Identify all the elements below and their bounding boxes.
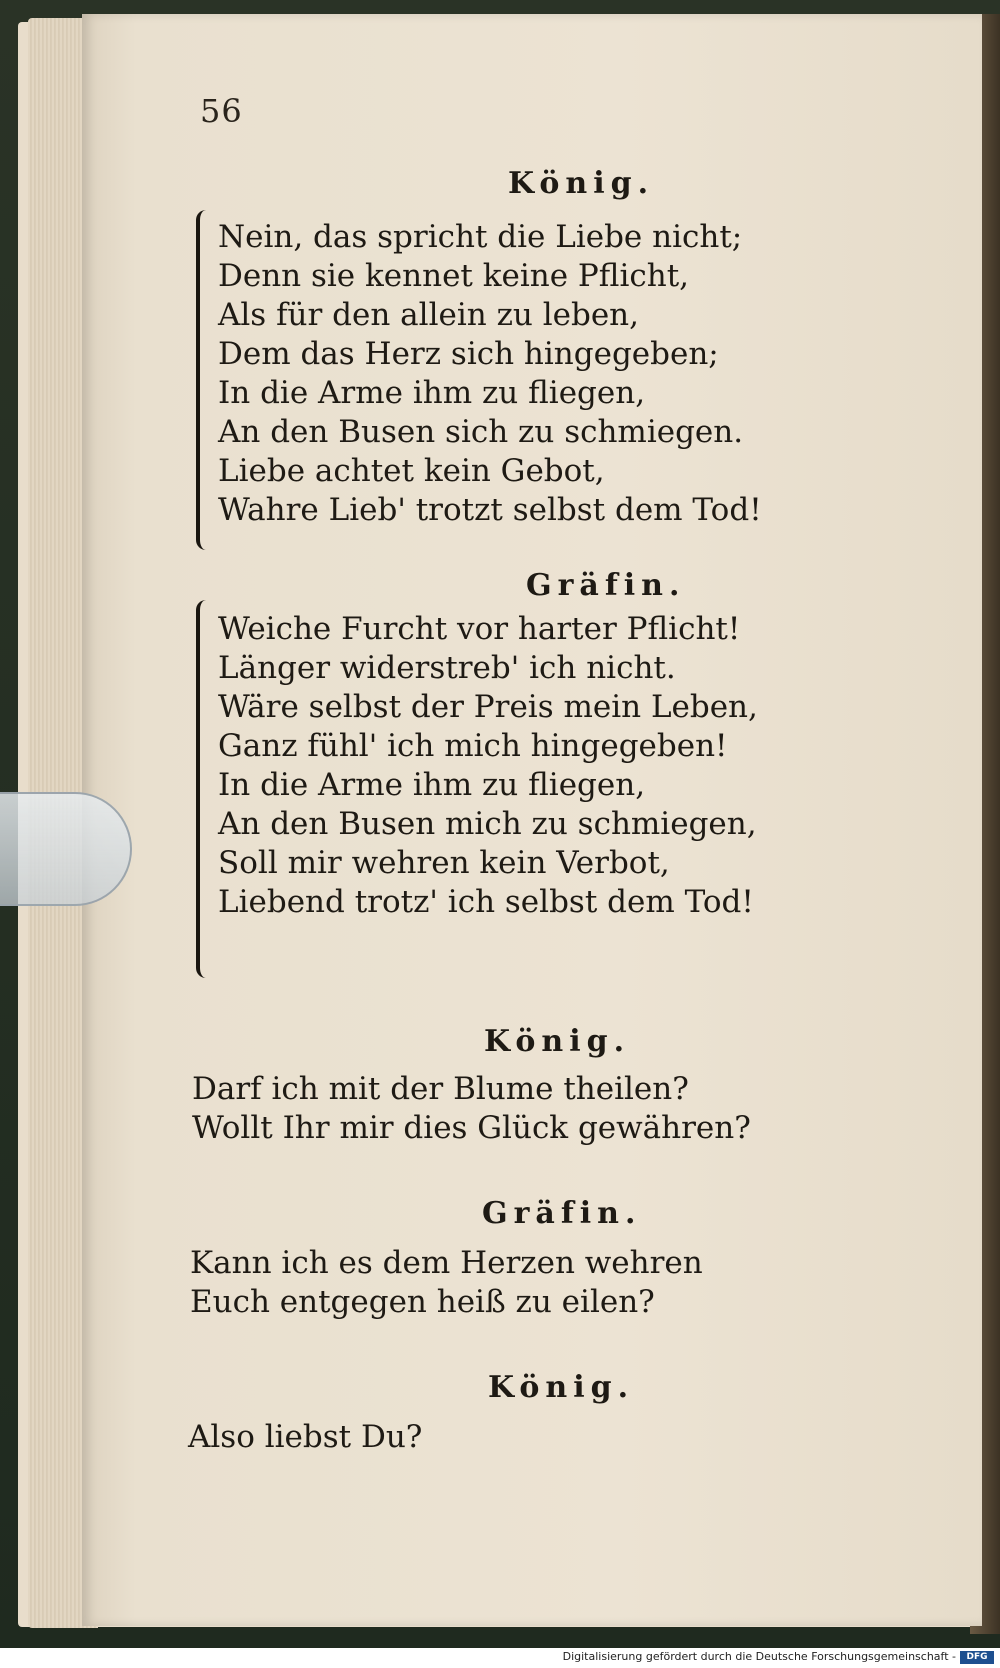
verse-line: Liebe achtet kein Gebot, <box>218 453 605 489</box>
verse-block <box>188 1418 422 1457</box>
speaker-name: Gräfin. <box>482 1196 642 1231</box>
verse-line: Ganz fühl' ich mich hingegeben! <box>218 728 728 764</box>
page-clip <box>0 792 132 906</box>
verse-line: An den Busen sich zu schmiegen. <box>218 414 744 450</box>
verse-line: Darf ich mit der Blume theilen? <box>192 1071 689 1107</box>
verse-block <box>218 218 762 530</box>
speaker-name: König. <box>508 166 655 201</box>
verse-line: Länger widerstreb' ich nicht. <box>218 650 676 686</box>
verse-line: An den Busen mich zu schmiegen, <box>218 806 757 842</box>
verse-line: Soll mir wehren kein Verbot, <box>218 845 670 881</box>
verse-block <box>190 1244 703 1322</box>
verse-bracket <box>196 600 216 978</box>
verse-line: Weiche Furcht vor harter Pflicht! <box>218 611 741 647</box>
page-number: 56 <box>200 92 243 130</box>
verse-bracket <box>196 210 216 550</box>
verse-line: Wollt Ihr mir dies Glück gewähren? <box>192 1110 751 1146</box>
verse-line: Als für den allein zu leben, <box>218 297 639 333</box>
verse-line: Wahre Lieb' trotzt selbst dem Tod! <box>218 492 762 528</box>
verse-line: Wäre selbst der Preis mein Leben, <box>218 689 758 725</box>
speaker-name: Gräfin. <box>526 568 686 603</box>
speaker-name: König. <box>484 1024 631 1059</box>
verse-line: Kann ich es dem Herzen wehren <box>190 1245 703 1281</box>
verse-line: In die Arme ihm zu fliegen, <box>218 767 646 803</box>
verse-block <box>218 610 758 922</box>
verse-line: Denn sie kennet keine Pflicht, <box>218 258 690 294</box>
verse-line: Also liebst Du? <box>188 1419 423 1455</box>
speaker-name: König. <box>488 1370 635 1405</box>
dfg-logo: DFG <box>960 1651 994 1664</box>
verse-line: Liebend trotz' ich selbst dem Tod! <box>218 884 754 920</box>
verse-line: Euch entgegen heiß zu eilen? <box>190 1284 655 1320</box>
footer-bar <box>0 1648 1000 1668</box>
verse-line: Nein, das spricht die Liebe nicht; <box>218 219 743 255</box>
footer-credit: Digitalisierung gefördert durch die Deutsche Forschungsgemeinschaft - <box>562 1650 956 1663</box>
verse-line: In die Arme ihm zu fliegen, <box>218 375 646 411</box>
verse-line: Dem das Herz sich hingegeben; <box>218 336 719 372</box>
verse-block <box>192 1070 751 1148</box>
